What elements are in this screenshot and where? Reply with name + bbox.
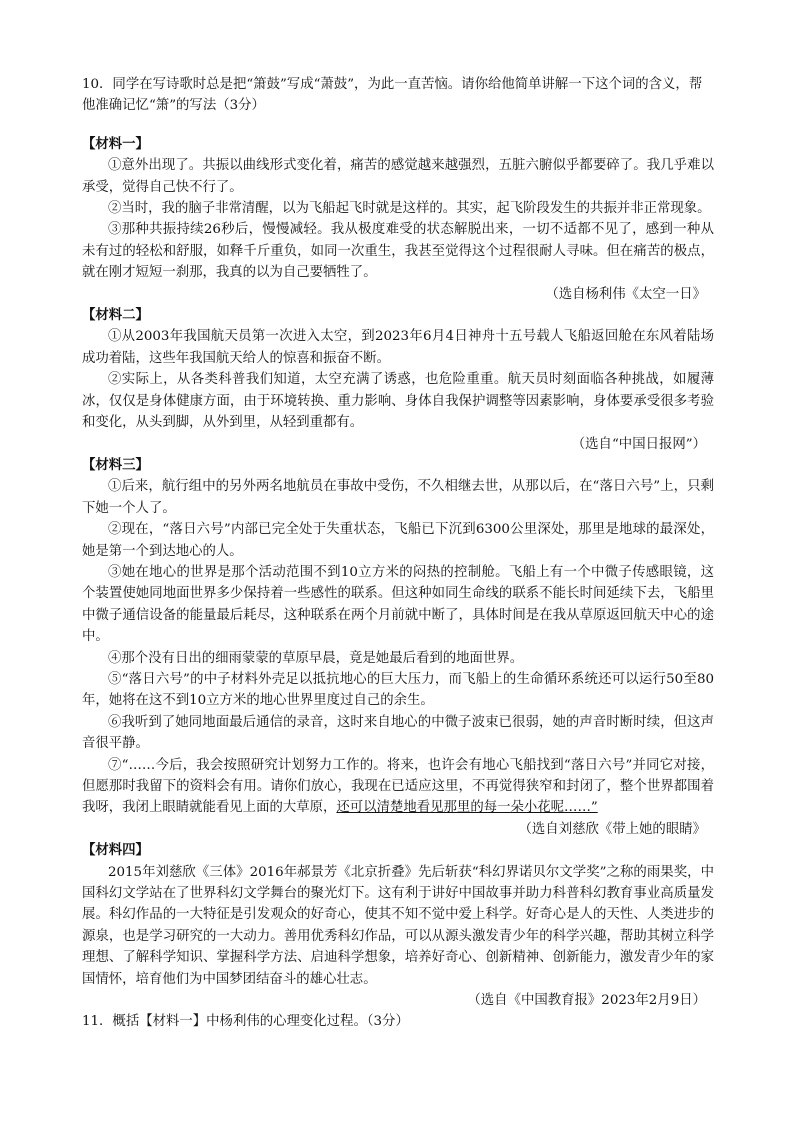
material-4-source: （选自《中国教育报》2023年2月9日） xyxy=(467,993,706,1009)
material-3-para-7 xyxy=(82,755,714,819)
material-3-para-5: ⑤“落日六号”的中子材料外壳足以抵抗地心的巨大压力，而飞船上的生命循环系统还可以运行50至80年，她将在这不到10立方米的地心世界里度过自己的余生。 xyxy=(82,671,714,709)
material-1-header: 【材料一】 xyxy=(82,135,149,152)
material-3-para-2: ②现在，“落日六号”内部已完全处于失重状态，飞船已下沉到6300公里深处，那里是地球的最深处，她是第一个到达地心的人。 xyxy=(82,522,714,559)
underlined-sentence: 还可以清楚地看见那里的每一朵小花呢……” xyxy=(336,800,598,816)
material-4-header: 【材料四】 xyxy=(82,842,149,859)
material-4-para-1: 2015年刘慈欣《三体》2016年郝景芳《北京折叠》先后斩获“科幻界诺贝尔文学奖”之称的雨果奖，中国科幻文学站在了世界科幻文学舞台的聚光灯下。这有利于讲好中国故事并助力科普科幻教育事业高质量发展。科幻作品的一大特征是引发观众的好奇心，使其不知不觉中爱上科学。好奇心是人的天性、人类进步的源泉，也是学习研究的一大动力。善用优秀科幻作品，可以从源头激发青少年的科学兴趣，帮助其树立科学理想、了解科学知识、掌握科学方法、启迪科学想象，培养好奇心、创新精神、创新能力，激发青少年的家国情怀，培育他们为中国梦团结奋斗的雄心壮志。 xyxy=(82,864,714,987)
spacer xyxy=(82,117,714,134)
question-11: 11．概括【材料一】中杨利伟的心理变化过程。（3分） xyxy=(82,1014,409,1030)
material-1-para-3: ③那种共振持续26秒后，慢慢减轻。我从极度难受的状态解脱出来，一切不适都不见了，感到一种从未有过的轻松和舒服，如释千斤重负，如同一次重生，我甚至觉得这个过程很耐人寻味。但在痛苦的极点，就在刚才短短一刹那，我真的以为自己要牺牲了。 xyxy=(82,222,714,281)
material-2-para-2: ②实际上，从各类科普我们知道，太空充满了诱惑，也危险重重。航天员时刻面临各种挑战，如履薄冰，仅仅是身体健康方面，由于环境转换、重力影响、身体自我保护调整等因素影响，身体要承受很多考验和变化，从头到脚，从外到里，从轻到重都有。 xyxy=(82,372,714,431)
question-10: 10．同学在写诗歌时总是把“箫鼓”写成“萧鼓”，为此一直苦恼。请你给他简单讲解一下这个词的含义，帮他准确记忆“箫”的写法（3分） xyxy=(82,77,703,114)
material-3-para-7-text: ⑦“……今后，我会按照研究计划努力工作的。将来，也许会有地心飞船找到“落日六号”并同它对接，但愿那时我留下的资料会有用。请你们放心，我现在已适应这里，不再觉得狭窄和封闭了，整个世界都围着我呀，我闭上眼睛就能看见上面的大草原， xyxy=(82,757,714,816)
material-3-para-1: ①后来，航行组中的另外两名地航员在事故中受伤，不久相继去世，从那以后，在“落日六号”上，只剩下她一个人了。 xyxy=(82,479,714,516)
material-3-para-4: ④那个没有日出的细雨蒙蒙的草原早晨，竟是她最后看到的地面世界。 xyxy=(108,650,524,666)
document-body xyxy=(82,74,714,1033)
material-3-para-6: ⑥我听到了她同地面最后通信的录音，这时来自地心的中微子波束已很弱，她的声音时断时续，但这声音很平静。 xyxy=(82,714,714,752)
material-3-source: （选自刘慈欣《带上她的眼睛》 xyxy=(518,821,706,837)
material-3-header: 【材料三】 xyxy=(82,456,149,473)
material-2-source: （选自“中国日报网”） xyxy=(571,436,706,452)
material-2-header: 【材料二】 xyxy=(82,307,149,324)
material-1-para-2: ②当时，我的脑子非常清醒，以为飞船起飞时就是这样的。其实，起飞阶段发生的共振并非正常现象。 xyxy=(108,201,711,217)
material-3-para-3: ③她在地心的世界是那个活动范围不到10立方米的闷热的控制舱。飞船上有一个中微子传感眼镜，这个装置使她同地面世界多少保持着一些感性的联系。但这种如同生命线的联系不能长时间延续下去，飞船里中微子通信设备的能量最后耗尽，这种联系在两个月前就中断了，具体时间是在我从草原返回航天中心的途中。 xyxy=(82,564,714,645)
material-2-para-1: ①从2003年我国航天员第一次进入太空，到2023年6月4日神舟十五号载人飞船返回舱在东风着陆场成功着陆，这些年我国航天给人的惊喜和振奋不断。 xyxy=(82,329,714,366)
material-1-source: （选自杨利伟《太空一日》 xyxy=(545,286,706,302)
material-1-para-1: ①意外出现了。共振以曲线形式变化着，痛苦的感觉越来越强烈，五脏六腑似乎都要碎了。我几乎难以承受，觉得自己快不行了。 xyxy=(82,158,714,195)
